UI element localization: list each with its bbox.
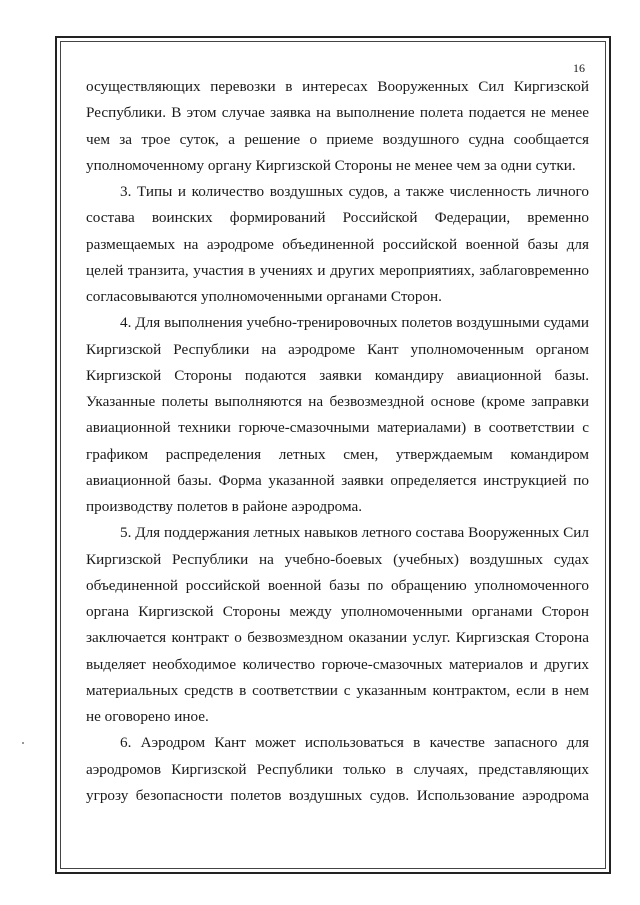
text-line: 5. Для поддержания летных навыков летного состава Вооруженных Сил	[120, 524, 589, 542]
text-line: авиационной базы. Форма указанной заявки определяется инструкцией по	[86, 471, 589, 489]
text-line: угрозу безопасности полетов воздушных судов. Использование аэродрома	[86, 786, 589, 804]
scan-artifact	[22, 742, 24, 744]
text-line: уполномоченному органу Киргизской Стороны не менее чем за одни сутки.	[86, 156, 576, 174]
text-line: 3. Типы и количество воздушных судов, а также численность личного	[120, 183, 589, 200]
text-line: производству полетов в районе аэродрома.	[86, 498, 363, 515]
text-line: заключается контракт о безвозмездном оказании услуг. Киргизская Сторона	[86, 629, 589, 647]
text-line: выделяет необходимое количество горюче-смазочных материалов и других	[86, 655, 589, 673]
document-body	[86, 78, 589, 813]
text-line: материальных средств в соответствии с указанным контрактом, если в нем	[86, 681, 589, 699]
text-line: аэродромов Киргизской Республики только в случаях, представляющих	[86, 760, 589, 778]
text-line: Киргизской Республики на учебно-боевых (учебных) воздушных судах	[86, 550, 589, 568]
text-line: согласовываются уполномоченными органами Сторон.	[86, 288, 442, 305]
text-line: Республики. В этом случае заявка на выполнение полета подается не менее	[86, 104, 589, 122]
text-line: осуществляющих перевозки в интересах Вооруженных Сил Киргизской	[86, 78, 589, 95]
text-line: целей транзита, участия в учениях и других мероприятиях, заблаговременно	[86, 261, 589, 279]
text-line: Киргизской Стороны подаются заявки командиру авиационной базы.	[86, 366, 589, 384]
text-line: Указанные полеты выполняются на безвозмездной основе (кроме заправки	[86, 393, 589, 410]
page-number: 16	[573, 61, 585, 75]
text-line: Киргизской Республики на аэродроме Кант уполномоченным органом	[86, 340, 589, 358]
text-line: чем за трое суток, а решение о приеме воздушного судна сообщается	[86, 130, 589, 148]
text-line: объединенной российской военной базы по обращению уполномоченного	[86, 576, 589, 594]
text-line: не оговорено иное.	[86, 708, 209, 725]
text-line: 4. Для выполнения учебно-тренировочных полетов воздушными судами	[120, 314, 589, 332]
text-line: авиационной техники горюче-смазочными материалами) в соответствии с	[86, 419, 589, 437]
text-line: графиком распределения летных смен, утверждаемым командиром	[86, 445, 589, 463]
text-line: 6. Аэродром Кант может использоваться в качестве запасного для	[120, 734, 589, 752]
text-line: размещаемых на аэродроме объединенной российской военной базы для	[86, 235, 589, 253]
text-line: органа Киргизской Стороны между уполномоченными органами Сторон	[86, 603, 589, 620]
text-line: состава воинских формирований Российской Федерации, временно	[86, 209, 589, 227]
